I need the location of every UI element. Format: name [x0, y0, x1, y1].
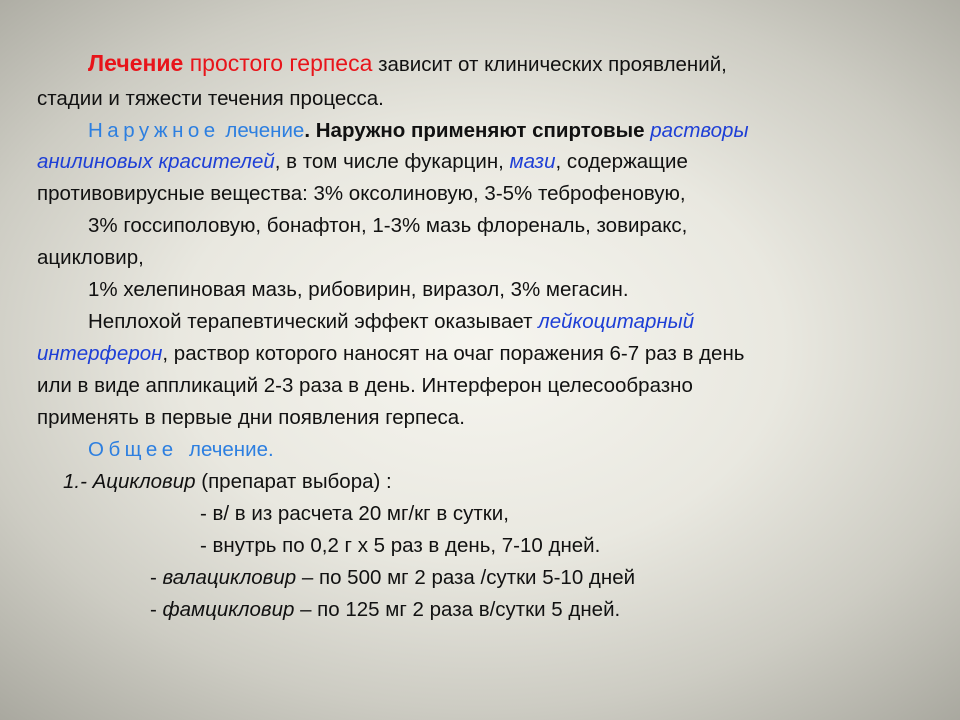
line-17	[150, 562, 635, 594]
external-heading-word: Наружное	[88, 119, 220, 142]
line-11: или в виде аппликаций 2-3 раза в день. Интерферон целесообразно	[37, 374, 693, 397]
title-keyword: Лечение	[88, 50, 184, 76]
interferon-term: интерферон	[37, 342, 163, 365]
general-heading-word: Общее	[88, 438, 178, 461]
line-4-text-2: , содержащие	[555, 150, 688, 173]
line-13	[88, 434, 274, 466]
dyes-term: анилиновых красителей	[37, 150, 275, 173]
line-6: 3% госсиполовую, бонафтон, 1-3% мазь флореналь, зовиракс,	[88, 214, 688, 237]
line-17-dash: -	[150, 566, 163, 589]
line-18-text: – по 125 мг 2 раза в/сутки 5 дней.	[294, 598, 621, 621]
line-8: 1% хелепиновая мазь, рибовирин, виразол, 3% мегасин.	[88, 278, 629, 301]
line-17-text: – по 500 мг 2 раза /сутки 5-10 дней	[296, 566, 636, 589]
line-7: ацикловир,	[37, 246, 144, 269]
valacyclovir-term: валацикловир	[162, 566, 297, 589]
general-heading-word-2: лечение.	[177, 438, 274, 461]
line-16: - внутрь по 0,2 г х 5 раз в день, 7-10 дней.	[200, 534, 601, 557]
line-18	[150, 594, 620, 626]
line-10-text: , раствор которого наносят на очаг поражения 6-7 раз в день	[162, 342, 745, 365]
line-4	[37, 146, 688, 178]
line-4-text: , в том числе фукарцин,	[274, 150, 510, 173]
title-topic: простого герпеса	[183, 50, 373, 76]
ointments-term: мази	[509, 150, 556, 173]
line-9	[88, 306, 694, 338]
line-18-dash: -	[150, 598, 163, 621]
line-3	[88, 115, 749, 147]
line-14-text: (препарат выбора) :	[195, 470, 392, 493]
line-10	[37, 338, 744, 370]
external-heading-word-2: лечение	[219, 119, 305, 142]
line-1-text: зависит от клинических проявлений,	[372, 53, 727, 76]
famciclovir-term: фамцикловир	[162, 598, 295, 621]
line-2: стадии и тяжести течения процесса.	[37, 87, 384, 110]
line-14	[63, 466, 392, 498]
line-9-text: Неплохой терапевтический эффект оказывает	[88, 310, 539, 333]
line-5: противовирусные вещества: 3% оксолиновую, 3-5% теброфеновую,	[37, 182, 686, 205]
acyclovir-term: 1.- Ацикловир	[63, 470, 196, 493]
line-1	[88, 47, 727, 81]
line-15: - в/ в из расчета 20 мг/кг в сутки,	[200, 502, 509, 525]
line-12: применять в первые дни появления герпеса.	[37, 406, 465, 429]
line-3-dot: . Наружно применяют спиртовые	[304, 119, 651, 142]
solutions-term: растворы	[650, 119, 749, 142]
leukocyte-term: лейкоцитарный	[538, 310, 695, 333]
